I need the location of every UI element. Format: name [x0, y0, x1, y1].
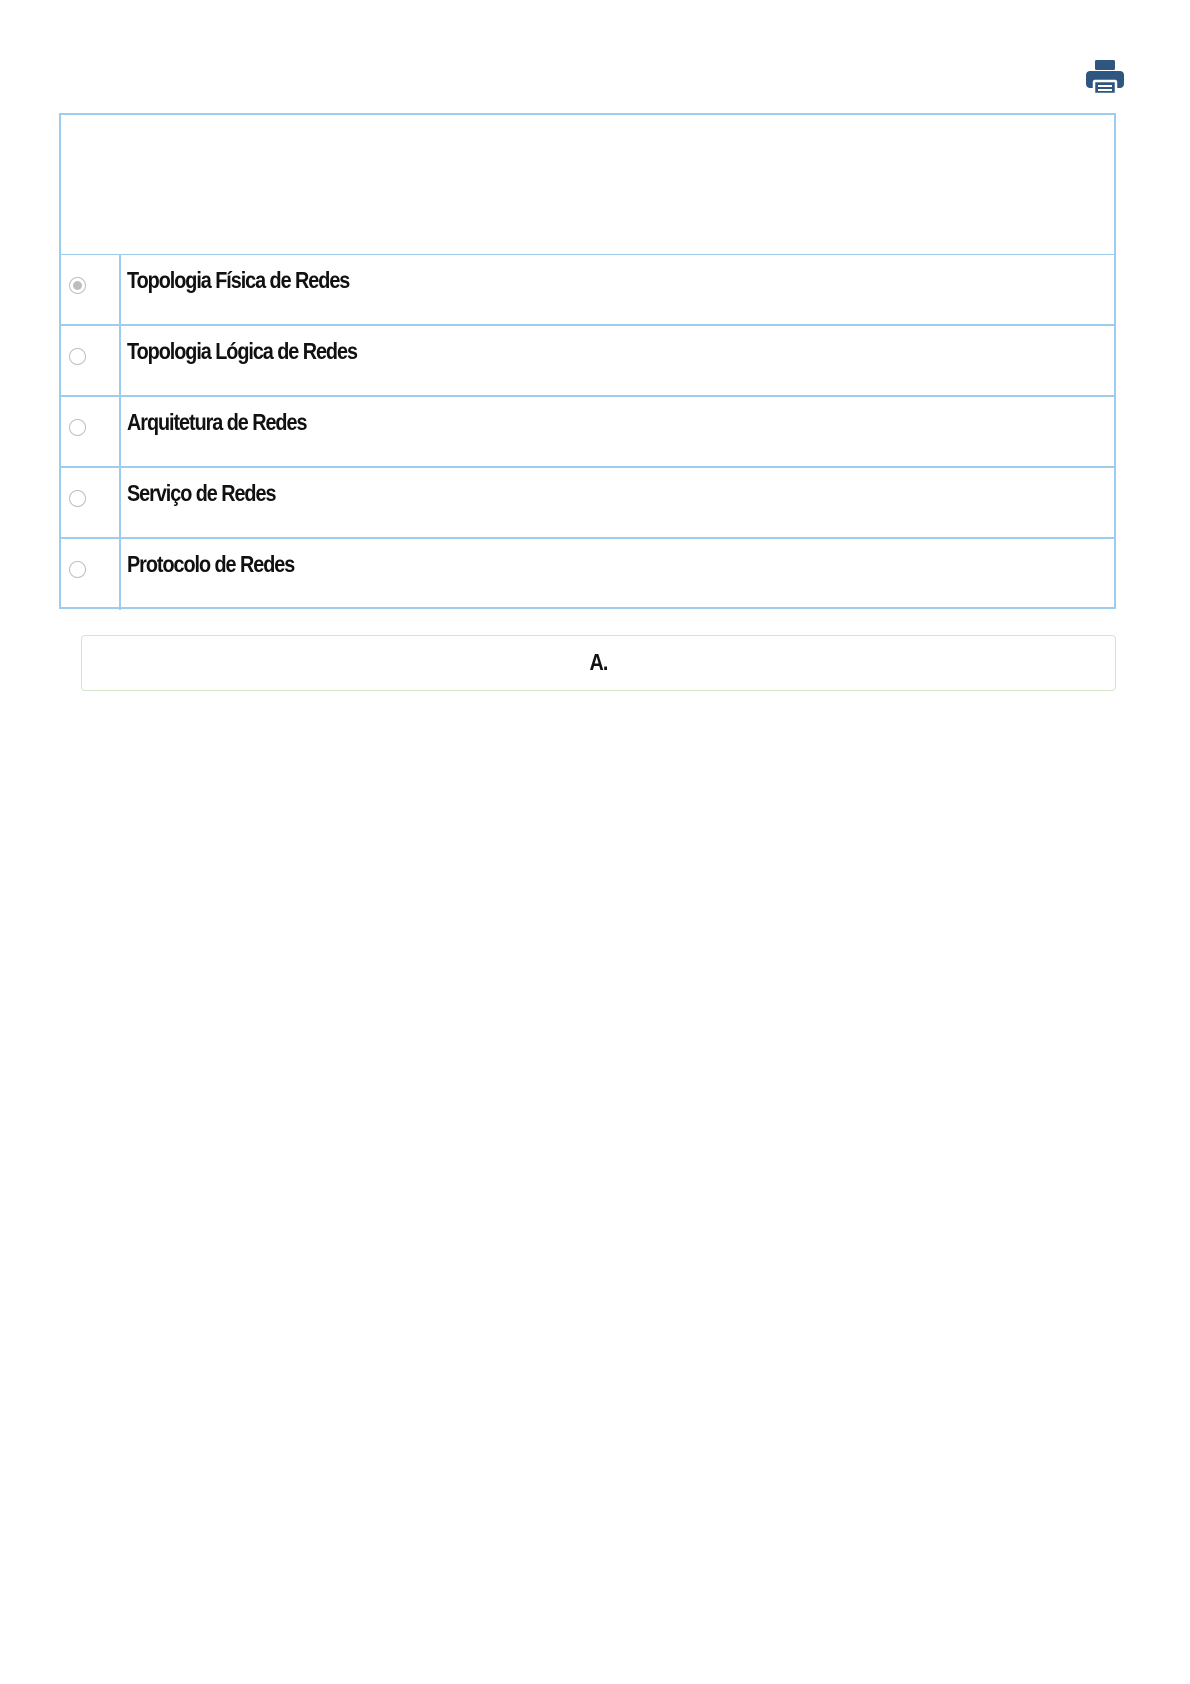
radio-cell	[61, 539, 121, 610]
radio-option-4[interactable]	[69, 490, 86, 507]
option-label-4: Serviço de Redes	[127, 480, 276, 506]
radio-option-5[interactable]	[69, 561, 86, 578]
option-row-1[interactable]	[61, 255, 1114, 326]
option-row-3[interactable]	[61, 397, 1114, 468]
option-row-2[interactable]	[61, 326, 1114, 397]
option-label-1: Topologia Física de Redes	[127, 267, 350, 293]
radio-cell	[61, 397, 121, 466]
radio-cell	[61, 326, 121, 395]
radio-cell	[61, 468, 121, 537]
option-row-4[interactable]	[61, 468, 1114, 539]
radio-option-2[interactable]	[69, 348, 86, 365]
question-box	[59, 113, 1116, 609]
radio-cell	[61, 255, 121, 324]
option-row-5[interactable]	[61, 539, 1114, 610]
radio-option-1[interactable]	[69, 277, 86, 294]
option-label-3: Arquitetura de Redes	[127, 409, 307, 435]
radio-option-3[interactable]	[69, 419, 86, 436]
print-button[interactable]	[1085, 58, 1125, 98]
option-label-2: Topologia Lógica de Redes	[127, 338, 357, 364]
answer-box	[81, 635, 1116, 691]
answer-text: A.	[589, 649, 608, 675]
question-statement	[61, 115, 1114, 255]
option-label-5: Protocolo de Redes	[127, 551, 295, 577]
printer-icon	[1085, 58, 1125, 98]
